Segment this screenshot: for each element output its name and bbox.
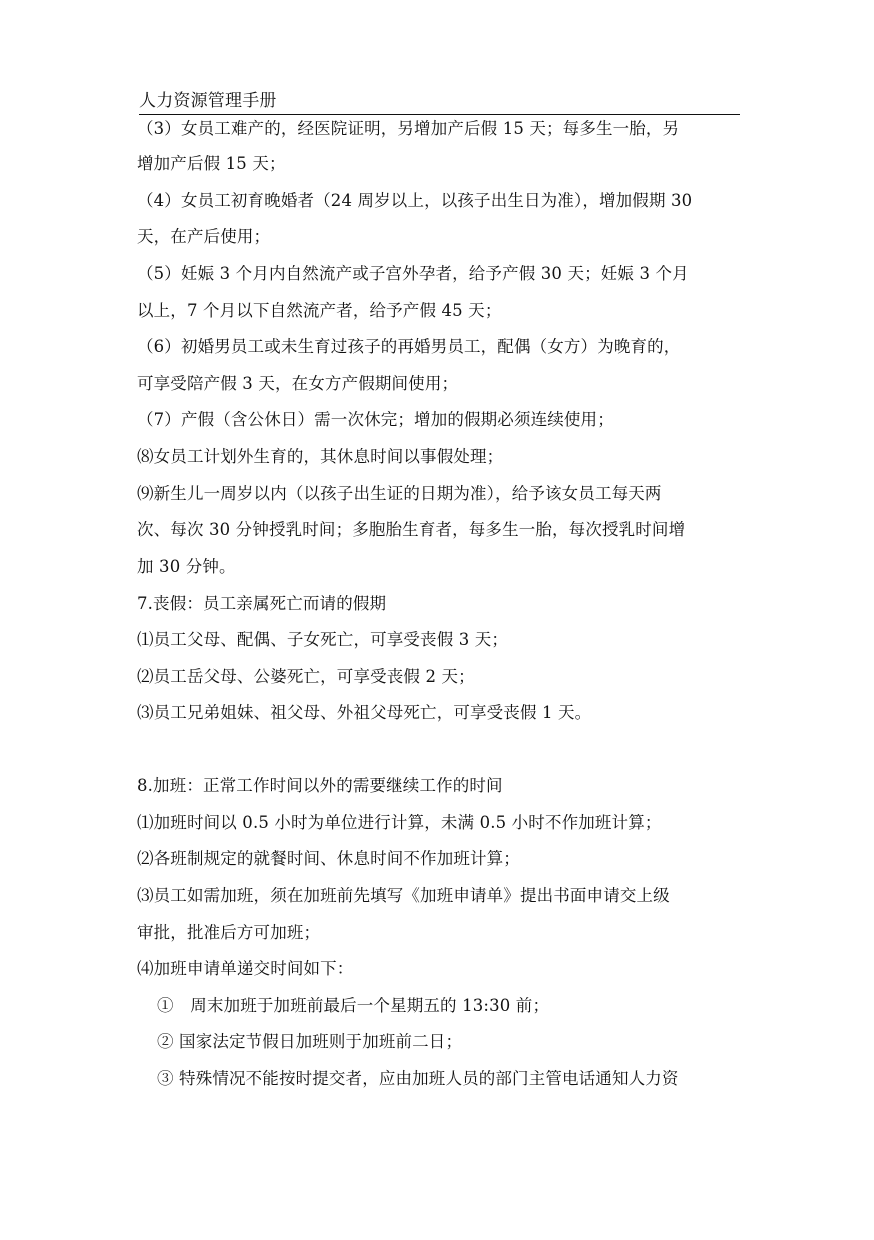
body-line: 以上，7 个月以下自然流产者，给予产假 45 天； bbox=[137, 301, 502, 320]
body-line: ⑶员工如需加班，须在加班前先填写《加班申请单》提出书面申请交上级 bbox=[137, 886, 670, 905]
header-title: 人力资源管理手册 bbox=[139, 91, 277, 111]
body-line: （5）妊娠 3 个月内自然流产或子宫外孕者，给予产假 30 天；妊娠 3 个月 bbox=[137, 264, 689, 283]
body-line: 可享受陪产假 3 天，在女方产假期间使用； bbox=[137, 374, 459, 393]
body-line: 天，在产后使用； bbox=[137, 227, 271, 246]
body-line: 增加产后假 15 天； bbox=[137, 154, 286, 173]
body-line: 审批，批准后方可加班； bbox=[137, 923, 321, 942]
body-line: （6）初婚男员工或未生育过孩子的再婚男员工，配偶（女方）为晚育的， bbox=[137, 337, 681, 356]
body-line: 加 30 分钟。 bbox=[137, 557, 236, 576]
body-line: （4）女员工初育晚婚者（24 周岁以上，以孩子出生日为准），增加假期 30 bbox=[137, 191, 693, 210]
section-heading: 8.加班：正常工作时间以外的需要继续工作的时间 bbox=[137, 776, 503, 795]
body-line: ⑴员工父母、配偶、子女死亡，可享受丧假 3 天； bbox=[137, 630, 509, 649]
page-header bbox=[139, 88, 740, 115]
body-line: ⑵员工岳父母、公婆死亡，可享受丧假 2 天； bbox=[137, 667, 475, 686]
body-line: ⑼新生儿一周岁以内（以孩子出生证的日期为准），给予该女员工每天两 bbox=[137, 484, 662, 503]
circled-list-item: ② 国家法定节假日加班则于加班前二日； bbox=[157, 1032, 463, 1051]
section-heading: 7.丧假：员工亲属死亡而请的假期 bbox=[137, 594, 387, 613]
body-line: （7）产假（含公休日）需一次休完；增加的假期必须连续使用； bbox=[137, 410, 614, 429]
body-line: （3）女员工难产的，经医院证明，另增加产后假 15 天；每多生一胎，另 bbox=[137, 119, 680, 138]
body-line: ⑻女员工计划外生育的，其休息时间以事假处理； bbox=[137, 447, 504, 466]
body-line: ⑴加班时间以 0.5 小时为单位进行计算，未满 0.5 小时不作加班计算； bbox=[137, 813, 662, 832]
circled-list-item: ① 周末加班于加班前最后一个星期五的 13:30 前； bbox=[157, 996, 550, 1015]
body-line: 次、每次 30 分钟授乳时间；多胞胎生育者，每多生一胎，每次授乳时间增 bbox=[137, 520, 686, 539]
body-line: ⑷加班申请单递交时间如下： bbox=[137, 959, 354, 978]
body-line: ⑶员工兄弟姐妹、祖父母、外祖父母死亡，可享受丧假 1 天。 bbox=[137, 703, 592, 722]
circled-list-item: ③ 特殊情况不能按时提交者，应由加班人员的部门主管电话通知人力资 bbox=[157, 1069, 679, 1088]
body-line: ⑵各班制规定的就餐时间、休息时间不作加班计算； bbox=[137, 849, 520, 868]
